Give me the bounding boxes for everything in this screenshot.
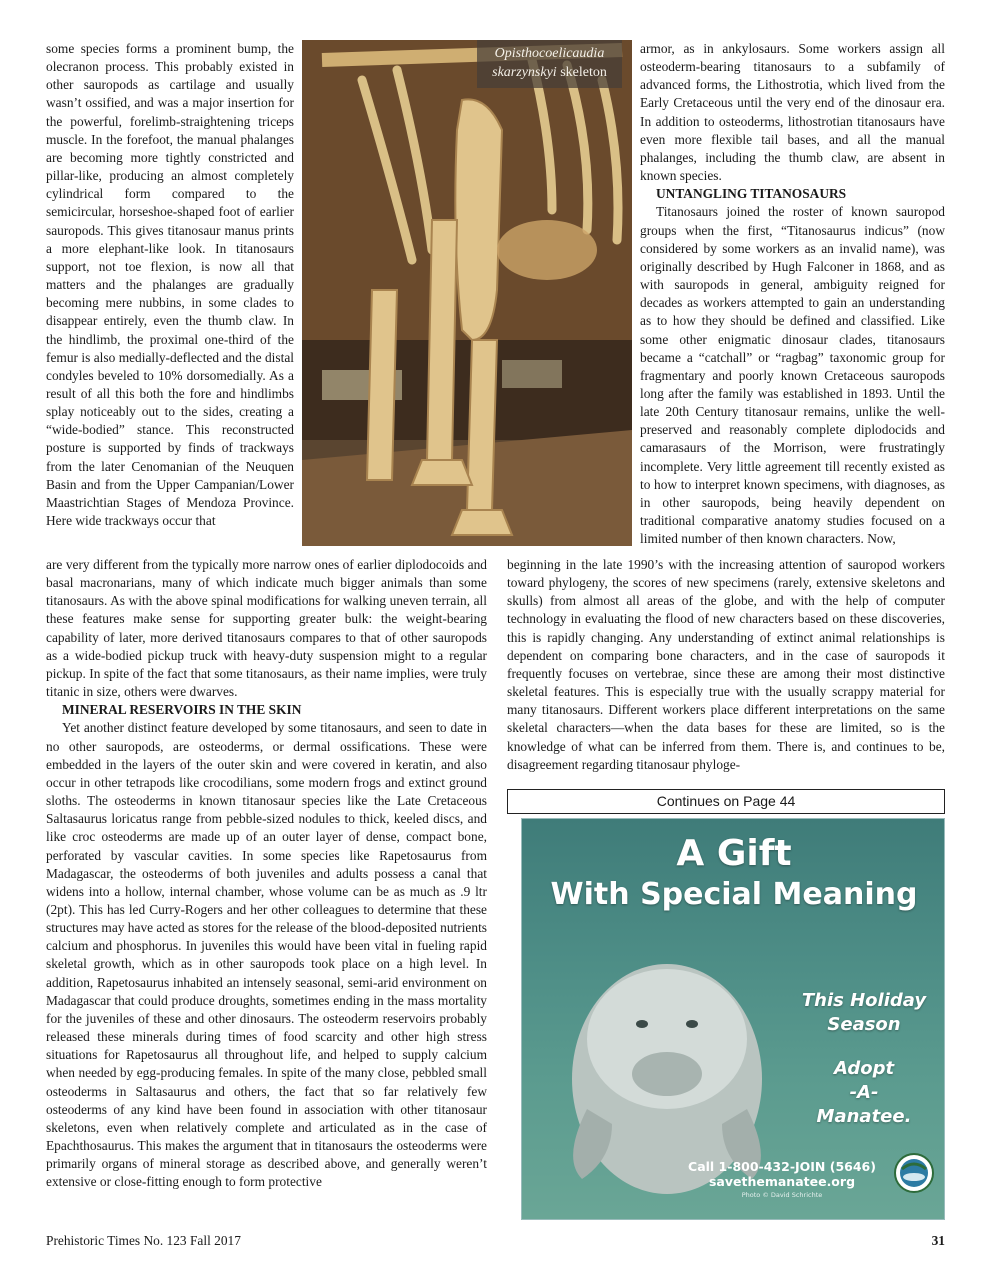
caption-rest: skeleton bbox=[556, 65, 607, 80]
manatee-advertisement[interactable] bbox=[521, 818, 945, 1220]
ad-holiday-text bbox=[784, 989, 944, 1037]
ad-url-link[interactable]: savethemanatee.org bbox=[708, 1174, 856, 1189]
skeleton-photo bbox=[302, 40, 632, 546]
paragraph: beginning in the late 1990’s with the increasing attention of sauropod workers toward phylogeny, the scores of new specimens (rarely, extensive skeletons and skulls) from almost all areas of the globe, and with the help of computer technology in evaluating the flood of new characters based on these discoveries, this is rapidly changing. Any understanding of extinct animal relationships is dependent on comparing bone characters, and in the case of sauropods it frequently focuses on vertebrae, since these are among their most distinctive skeletal features. This is especially true with the usually scrappy material for many titanosaurs. Different workers place different interpretations on the same skeletal characters—when the data bases for these are limited, so is the knowledge of what can be inferred from them. There is, and continues to be, disagreement regarding titanosaur phyloge- bbox=[507, 557, 945, 772]
ad-photo-credit: Photo © David Schrichte bbox=[741, 1191, 823, 1199]
ad-holiday-line-1: This Holiday bbox=[801, 990, 927, 1011]
section-heading-untangling: UNTANGLING TITANOSAURS bbox=[656, 186, 847, 202]
section-heading-mineral: MINERAL RESERVOIRS IN THE SKIN bbox=[62, 702, 302, 718]
paragraph: some species forms a prominent bump, the olecranon process. This probably existed in other sauropods as cartilage and usually wasn’t ossified, and was a major insertion for the powerful, forelimb-straightening triceps muscle. In the forefoot, the manual phalanges are becoming more tightly constricted and pillar-like, producing an almost completely cylindrical form compared to the semicircular, horseshoe-shaped foot of earlier sauropods. This gives titanosaur manus prints a more elephant-like look. In titanosaurs support, not toe flexion, is now all that matters and the phalanges are gradually becoming mere nubbins, in some clades to disappear entirely, even the thumb claw. In the hindlimb, the proximal one-third of the femur is also medially-deflected and the distal condyles beveled to 10% dorsomedially. As a result of all this both the fore and hindlimbs splay noticeably out to the sides, creating a “wide-bodied” stance. This reconstructed posture is supported by finds of trackways from the later Cenomanian of the Neuquen Basin and from the Upper Campanian/Lower Maastrichtian Stages of Mendoza Province. Here wide trackways occur that bbox=[46, 41, 294, 529]
photo-caption bbox=[477, 40, 622, 88]
footer-publication: Prehistoric Times No. 123 Fall 2017 bbox=[46, 1233, 241, 1248]
ad-adopt-line-3: Manatee. bbox=[816, 1106, 912, 1127]
save-the-manatee-logo bbox=[894, 1153, 934, 1193]
ad-adopt-text bbox=[784, 1057, 944, 1129]
caption-species: skarzynskyi bbox=[492, 65, 557, 80]
ad-holiday-line-2: Season bbox=[827, 1014, 901, 1035]
continues-notice: Continues on Page 44 bbox=[507, 789, 945, 814]
ad-phone: Call 1-800-432-JOIN (5646) bbox=[688, 1159, 876, 1174]
article-column-right-bottom bbox=[507, 556, 945, 774]
ad-subtitle: With Special Meaning bbox=[550, 877, 918, 912]
article-column-left-top bbox=[46, 40, 294, 530]
ad-title: A Gift bbox=[676, 833, 792, 874]
paragraph: armor, as in ankylosaurs. Some workers assign all osteoderm-bearing titanosaurs to a subfamily of advanced forms, the Lithostrotia, which lived from the Early Cretaceous until the very end of the dinosaur era. In addition to osteoderms, lithostrotian titanosaurs have even more flexible tail bases, and all the manual phalanges, including the thumb claw, are absent in known species. bbox=[640, 41, 945, 184]
manatee-logo-icon bbox=[896, 1155, 932, 1191]
paragraph: are very different from the typically more narrow ones of earlier diplodocoids and basal macronarians, many of which indicate much bigger animals than some titanosaurs. As with the above spinal modifications for walking uneven terrain, all these features make sense for supporting greater bulk: the weight-bearing capability of later, more derived titanosaurs compares to that of other sauropods as a wide-bodied pickup truck with heavy-duty suspension might to a regular pickup. In spite of the fact that some titanosaurs, as their name implies, were truly titanic in size, others were dwarves. bbox=[46, 557, 487, 700]
page-number: 31 bbox=[931, 1233, 945, 1248]
skeleton-illustration bbox=[302, 40, 632, 546]
paragraph: Yet another distinct feature developed by some titanosaurs, and seen to date in no other sauropods, are osteoderms, or dermal ossifications. These were embedded in the layers of the outer skin and were covered in keratin, and also occur in other tetrapods like crocodilians, some modern frogs and extinct ground sloths. The osteoderms in known titanosaur species like the Late Cretaceous Saltasaurus loricatus range from pebble-sized nodules to thick, keeled discs, and like croc osteoderms are made up of an outer layer of dense, compact bone, perforated by vascular cavities. In some species like Rapetosaurus from Madagascar, the osteoderms of both juveniles and adults possess a canal that widens into a hollow, internal chamber, whose volume can be as much as .9 ltr (2pt). This has led Curry-Rogers and her other colleagues to determine that these structures may have acted as stores for the release of the blood-deposited nutrients calcium and phosphorus. In juveniles this would have been vital in fueling rapid skeletal growth, which as in other sauropods took place on a high level. In addition, Rapetosaurus inhabited an intensely seasonal, semi-arid environment on Madagascar that could produce droughts, sometimes ending in the mass mortality for the juveniles of these and other dinosaurs. The osteoderm reservoirs probably released these minerals during times of food scarcity and other high stress situations for Rapetosaurus all throughout life, and helped to supply calcium when needed by egg-producing females. In spite of the many close, pebbled small osteoderms in Saltasaurus and others, the fact that so far relatively few osteoderms of any kind have been found in association with other titanosaur skeletons, even when relatively complete and articulated as in the case of Epachthosaurus. This makes the argument that in titanosaurs the osteoderms were primarily organs of mineral storage as described above, and generally weren’t extensive or close-fitting enough to form protective bbox=[46, 720, 487, 1190]
article-column-left-bottom bbox=[46, 556, 487, 1191]
caption-genus: Opisthocoelicaudia bbox=[494, 46, 605, 61]
article-column-right-top bbox=[640, 40, 945, 548]
ad-adopt-line-1: Adopt bbox=[833, 1058, 895, 1079]
ad-adopt-line-2: -A- bbox=[849, 1082, 879, 1103]
paragraph: Titanosaurs joined the roster of known sauropod groups when the first, “Titanosaurus indicus” (now considered by some workers as an invalid name), was originally described by Hugh Falconer in 1868, and as with sauropods in general, ambiguity reigned for decades as workers attempted to gain an understanding as to how they should be defined and classified. Like some other enigmatic dinosaur clades, titanosaurs became a “catchall” or “ragbag” taxonomic group for fragmentary and poorly known Cretaceous sauropods long after the family was established in 1893. Until the late 20th Century titanosaur remains, unlike the well-preserved and reasonably complete diplodocids and camarasaurs of the Morrison, were frustratingly incomplete. Very little agreement till recently existed as to how to interpret known specimens, with diagnoses, as in other sauropods, being heavily dependent on traditional comparative anatomy studies focused on a limited number of then known characters. Now, bbox=[640, 204, 945, 547]
ad-contact bbox=[672, 1159, 892, 1189]
